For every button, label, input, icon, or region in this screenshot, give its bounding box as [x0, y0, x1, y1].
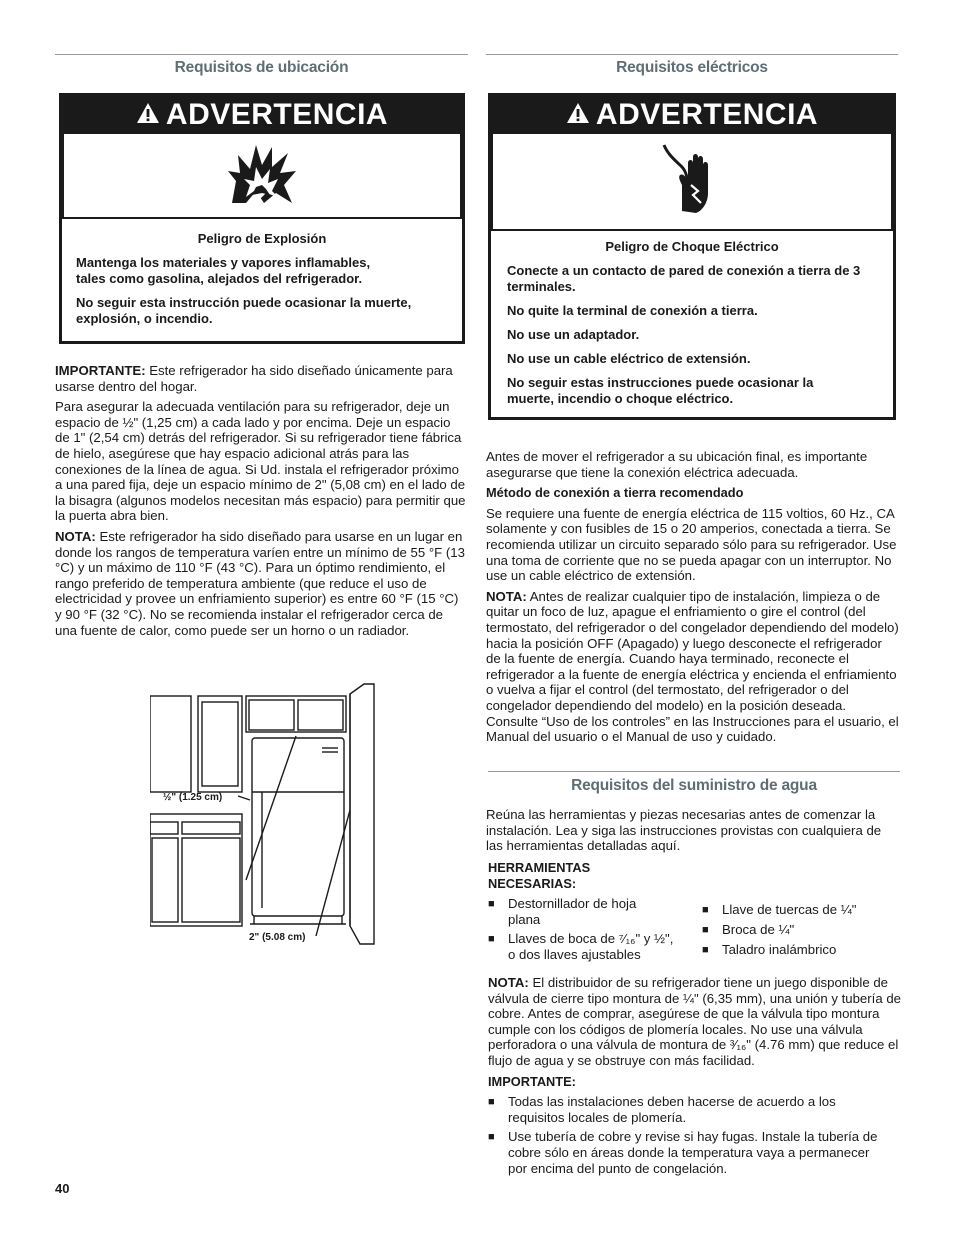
right-body-text [486, 449, 900, 750]
left-body-text [55, 363, 467, 643]
paragraph-power-supply: Se requiere una fuente de energía eléctrica de 115 voltios, 60 Hz., CA solamente y con fusibles de 15 o 20 amperios, conectada a tierra. Se recomienda utilizar un circuito separado sólo para su refrigerador. Use una toma de corriente que no se pueda apagar con un interruptor. No use un cable eléctrico de extensión. [486, 505, 897, 584]
bullet-square-icon: ■ [702, 904, 709, 916]
warning-text-explosion [62, 219, 462, 327]
text-important: Este refrigerador ha sido diseñado únicamente para usarse dentro del hogar. [55, 363, 453, 394]
tool-name: Llave de tuercas de ¼" [722, 902, 857, 917]
paragraph-important [55, 363, 467, 394]
water-body-text [486, 807, 900, 859]
paragraph-note-valve [488, 975, 902, 1069]
tools-list-right [702, 902, 902, 962]
label-note: NOTA: [486, 588, 527, 604]
list-item [702, 922, 902, 938]
bullet-square-icon: ■ [488, 1096, 495, 1109]
text-note: Este refrigerador ha sido diseñado para usarse en un lugar en donde los rangos de temperatura varíen entre un mínimo de 55 °F (13 °C) y un máximo de 110 °F (43 °C). Para un óptimo rendimiento, el rango preferido de temperatura ambiente (que reduce el uso de electricidad y provee un enfriamiento superior) es entre 60 °F (15 °C) y 90 °F (32 °C). No se recomienda instalar el refrigerador cerca de una fuente de calor, como puede ser un horno o un radiador. [55, 528, 465, 638]
tools-list-left [488, 896, 688, 966]
warning-title: ADVERTENCIA [165, 98, 389, 131]
important-item: Todas las instalaciones deben hacerse de acuerdo a los requisitos locales de plomería. [508, 1094, 836, 1125]
warning-line: Mantenga los materiales y vapores inflamables, tales como gasolina, alejados del refrigerador. [76, 255, 371, 286]
refrigerator-clearance-diagram [150, 680, 380, 950]
list-item [488, 1129, 902, 1176]
section-heading-water: Requisitos del suministro de agua [571, 777, 817, 794]
tool-name: Llaves de boca de ⁷⁄₁₆" y ½", o dos llaves ajustables [508, 931, 674, 962]
bullet-square-icon: ■ [488, 1131, 495, 1144]
bullet-square-icon: ■ [488, 898, 495, 910]
warning-line: No use un cable eléctrico de extensión. [507, 351, 751, 366]
water-note [488, 975, 902, 1180]
clearance-label-half-inch: ½" (1.25 cm) [163, 792, 223, 803]
paragraph-note-temperature [55, 529, 467, 638]
text-note: El distribuidor de su refrigerador tiene un juego disponible de válvula de cierre tipo montura de ¼" (6,35 mm), una unión y tubería de cobre. Antes de comprar, asegúrese de que la válvula tipo montura cumple con los códigos de plomería locales. No use una válvula perforadora o una válvula de montura de ³⁄₁₆" (4.76 mm) que reduce el flujo de agua y se obstruye con más facilidad. [488, 975, 901, 1068]
grounding-method-heading: Método de conexión a tierra recomendado [486, 485, 744, 501]
important-heading: IMPORTANTE: [488, 1073, 576, 1089]
electric-shock-icon-box [491, 134, 893, 231]
warning-line: Conecte a un contacto de pared de conexión a tierra de 3 terminales. [507, 263, 861, 294]
explosion-icon-box [62, 134, 462, 219]
tools-heading: HERRAMIENTAS NECESARIAS: [488, 860, 591, 891]
warning-title: ADVERTENCIA [595, 98, 819, 131]
warning-title-bar [62, 96, 462, 134]
paragraph-note-disconnect [486, 589, 900, 745]
electric-shock-icon [660, 141, 724, 222]
warning-line: No use un adaptador. [507, 327, 640, 342]
label-important: IMPORTANTE: [55, 363, 146, 378]
warning-triangle-icon [566, 98, 590, 132]
list-item [488, 896, 688, 927]
warning-box-explosion [59, 93, 465, 344]
label-note: NOTA: [488, 975, 529, 990]
bullet-square-icon: ■ [488, 933, 495, 946]
installation-figure [150, 680, 380, 950]
important-item: Use tubería de cobre y revise si hay fugas. Instale la tubería de cobre sólo en áreas donde la temperatura vaya a permanecer por encima del punto de congelación. [508, 1129, 878, 1176]
clearance-label-two-inch: 2" (5.08 cm) [249, 932, 306, 943]
tool-name: Destornillador de hoja plana [508, 896, 637, 927]
label-note: NOTA: [55, 528, 96, 544]
warning-box-electric [488, 93, 896, 420]
tool-name: Taladro inalámbrico [722, 942, 837, 957]
paragraph-before-moving: Antes de mover el refrigerador a su ubicación final, es importante asegurarse que tiene la conexión eléctrica adecuada. [486, 449, 868, 480]
warning-line: No seguir esta instrucción puede ocasionar la muerte, explosión, o incendio. [76, 295, 412, 326]
water-section-rule [488, 771, 900, 772]
right-top-rule [486, 54, 898, 55]
warning-line: No seguir estas instrucciones puede ocasionar la muerte, incendio o choque eléctrico. [507, 375, 814, 406]
section-heading-location: Requisitos de ubicación [174, 59, 349, 76]
hazard-label: Peligro de Explosión [197, 231, 327, 246]
explosion-icon [226, 141, 298, 210]
bullet-square-icon: ■ [702, 924, 709, 936]
warning-text-electric [491, 231, 893, 407]
warning-line: No quite la terminal de conexión a tierra. [507, 303, 758, 318]
warning-triangle-icon [136, 98, 160, 132]
paragraph-ventilation: Para asegurar la adecuada ventilación para su refrigerador, deje un espacio de ½" (1,25 cm) a cada lado y por encima. Deje un espacio de 1" (2,54 cm) detrás del refrigerador. Si su refrigerador tiene fábrica de hielo, asegúrese que hay espacio adicional atrás para las conexiones de la línea de agua. Si Ud. instala el refrigerador próximo a una pared fija, deje un espacio mínimo de 2" (5,08 cm) en el lado de la bisagra (algunos modelos necesitan más espacio) para permitir que la puerta abra bien. [55, 399, 466, 524]
tool-name: Broca de ¼" [722, 922, 795, 937]
list-item [488, 931, 688, 962]
paragraph-tools-intro: Reúna las herramientas y piezas necesarias antes de comenzar la instalación. Lea y siga las instrucciones provistas con cualquiera de las herramientas detalladas aquí. [486, 807, 882, 854]
list-item [488, 1094, 902, 1125]
warning-title-bar [491, 96, 893, 134]
list-item [702, 902, 902, 918]
bullet-square-icon: ■ [702, 944, 709, 956]
text-note: Antes de realizar cualquier tipo de instalación, limpieza o de quitar un foco de luz, apague el enfriamiento o gire el control (del termostato, del refrigerador o del congelador dependiendo del modelo) hacia la posición OFF (Apagado) y luego desconecte el refrigerador de la fuente de energía. Cuando haya terminado, reconecte el refrigerador a la fuente de energía eléctrica y encienda el enfriamiento o vuelva a fijar el control (del termostato, del refrigerador o del congelador dependiendo del modelo) en la posición deseada. Consulte “Uso de los controles” en las Instrucciones para el usuario, el Manual del usuario o el Manual de uso y cuidado. [486, 588, 899, 745]
hazard-label: Peligro de Choque Eléctrico [605, 239, 779, 254]
list-item [702, 942, 902, 958]
left-top-rule [55, 54, 468, 55]
section-heading-electrical: Requisitos eléctricos [616, 59, 768, 76]
page-number: 40 [55, 1181, 70, 1196]
